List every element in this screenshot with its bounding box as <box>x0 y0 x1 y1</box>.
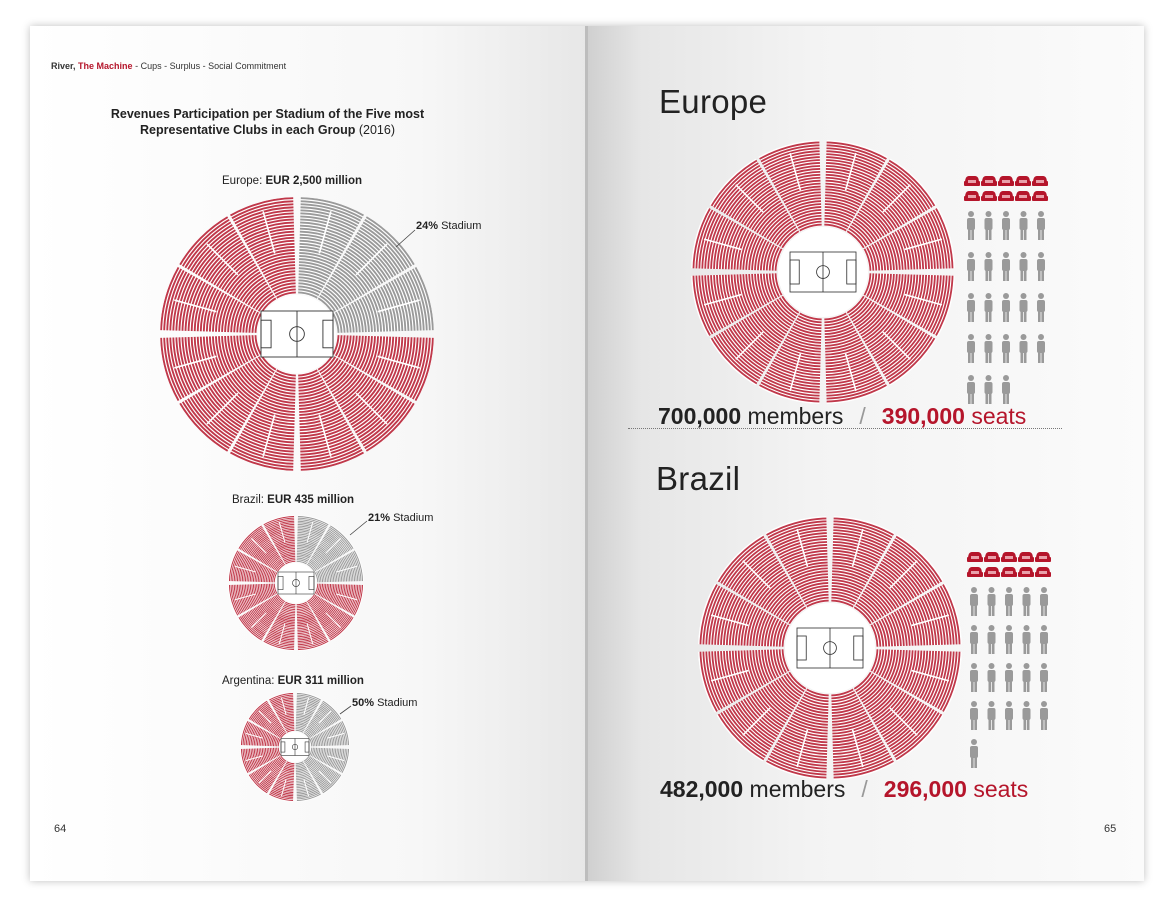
brazil-person-icon <box>1023 587 1031 616</box>
europe-seat-icon <box>981 191 997 201</box>
brazil-seat-icon <box>967 567 983 577</box>
europe-stadium-annotation: 24% Stadium <box>416 220 482 232</box>
europe-seat-icon <box>998 191 1014 201</box>
europe-total-label: Europe: EUR 2,500 million <box>222 175 362 187</box>
europe-person-icon <box>985 293 993 322</box>
chart-title-text: Revenues Participation per Stadium of the Five most Representative Clubs in each Group <box>110 107 425 137</box>
brazil-seat-icon <box>984 567 1000 577</box>
europe-person-icon <box>1020 293 1028 322</box>
europe-leader-line <box>396 230 415 247</box>
brazil-person-icon <box>1023 625 1031 654</box>
europe-person-icon <box>1020 334 1028 363</box>
europe-person-icon <box>1037 211 1045 240</box>
europe-person-icon <box>1002 334 1010 363</box>
brazil-person-icon <box>1040 625 1048 654</box>
page-number-left: 64 <box>54 823 67 835</box>
brazil-person-icon <box>970 587 978 616</box>
europe-stats: 700,000 members / 390,000 seats <box>658 403 1027 429</box>
argentina-stadium-annotation: 50% Stadium <box>352 697 418 709</box>
europe-person-icon <box>967 252 975 281</box>
page-number-right: 65 <box>1104 823 1117 835</box>
argentina-leader-line <box>340 706 351 714</box>
europe-seat-icon <box>1032 191 1048 201</box>
brazil-person-icon <box>1023 701 1031 730</box>
brazil-person-icon <box>1005 587 1013 616</box>
europe-person-icon <box>1037 334 1045 363</box>
europe-person-icon <box>1020 252 1028 281</box>
europe-seat-icon <box>1015 191 1031 201</box>
europe-seat-icon <box>1015 176 1031 186</box>
brazil-seat-icon <box>1001 567 1017 577</box>
europe-person-icon <box>1002 252 1010 281</box>
brazil-person-icon <box>970 663 978 692</box>
brazil-seat-icon <box>1035 552 1051 562</box>
running-header-part3: - Cups - Surplus - Social Commitment <box>135 61 287 71</box>
europe-person-icon <box>1002 375 1010 404</box>
brazil-seat-icon <box>984 552 1000 562</box>
chart-europe-wheel-pitch-icon <box>261 311 333 357</box>
europe-person-icon <box>967 375 975 404</box>
brazil-seat-icon <box>1001 552 1017 562</box>
brazil-person-icon <box>970 701 978 730</box>
brazil-person-icon <box>1023 663 1031 692</box>
europe-seat-icon <box>964 191 980 201</box>
chart-argentina-wheel-pitch-icon <box>281 739 309 756</box>
chart-brazil-wheel-pitch-icon <box>278 572 314 594</box>
europe-seat-icon <box>1032 176 1048 186</box>
chart-argentina-wheel <box>240 692 350 802</box>
europe-title: Europe <box>659 83 768 120</box>
europe-person-icon <box>985 252 993 281</box>
europe-person-icon <box>967 334 975 363</box>
brazil-stadium-annotation: 21% Stadium <box>368 512 434 524</box>
brazil-person-icon <box>1005 663 1013 692</box>
europe-person-icon <box>1037 252 1045 281</box>
brazil-person-icon <box>1005 625 1013 654</box>
brazil-seat-icon <box>1035 567 1051 577</box>
brazil-title: Brazil <box>656 460 741 497</box>
chart-europe-wheel <box>160 197 434 471</box>
running-header-part2: The Machine <box>78 61 133 71</box>
brazil-person-icon <box>988 625 996 654</box>
brazil-total-label: Brazil: EUR 435 million <box>232 494 355 506</box>
brazil-person-icon <box>988 663 996 692</box>
europe-person-icon <box>985 375 993 404</box>
europe-person-icon <box>1002 293 1010 322</box>
brazil-leader-line <box>350 521 367 535</box>
brazil-stats: 482,000 members / 296,000 seats <box>660 776 1029 802</box>
brazil-person-icon <box>988 701 996 730</box>
brazil-seat-icon <box>1018 567 1034 577</box>
brazil-person-icon <box>970 739 978 768</box>
europe-person-icon <box>1037 293 1045 322</box>
brazil-seat-icon <box>967 552 983 562</box>
europe-person-icon <box>967 293 975 322</box>
argentina-total-label: Argentina: EUR 311 million <box>222 675 364 687</box>
brazil-person-icon <box>1005 701 1013 730</box>
chart-brazil-wheel <box>228 515 364 651</box>
brazil-person-icon <box>970 625 978 654</box>
section-divider <box>628 428 1062 429</box>
brazil-stadium-wheel <box>698 516 962 780</box>
running-header-part1: River, <box>51 61 76 71</box>
europe-stadium-wheel-pitch-icon <box>790 252 856 292</box>
brazil-person-icon <box>1040 663 1048 692</box>
brazil-person-icon <box>1040 587 1048 616</box>
chart-title-year: (2016) <box>358 123 395 137</box>
brazil-seat-icon <box>1018 552 1034 562</box>
europe-person-icon <box>1002 211 1010 240</box>
europe-person-icon <box>985 334 993 363</box>
brazil-stadium-wheel-pitch-icon <box>797 628 863 668</box>
europe-seat-icon <box>964 176 980 186</box>
europe-stadium-wheel <box>691 140 955 404</box>
europe-seat-icon <box>981 176 997 186</box>
europe-person-icon <box>1020 211 1028 240</box>
europe-seat-icon <box>998 176 1014 186</box>
europe-person-icon <box>967 211 975 240</box>
brazil-person-icon <box>988 587 996 616</box>
brazil-person-icon <box>1040 701 1048 730</box>
europe-person-icon <box>985 211 993 240</box>
